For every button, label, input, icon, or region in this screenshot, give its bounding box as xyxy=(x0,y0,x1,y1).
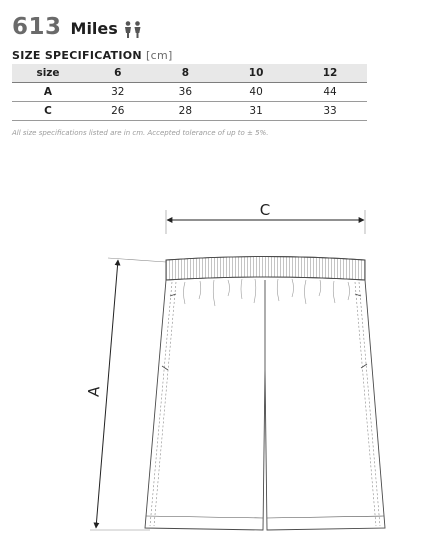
header-size-12: 12 xyxy=(293,64,367,83)
product-header xyxy=(12,8,143,40)
product-code: 613 xyxy=(12,14,62,40)
width-label-c: C xyxy=(259,201,271,219)
size-spec-unit: [cm] xyxy=(146,49,173,62)
product-name: Miles xyxy=(70,19,118,38)
tolerance-note: All size specifications listed are in cm. Accepted tolerance of up to ± 5%. xyxy=(12,129,269,137)
cell-a-8: 36 xyxy=(152,83,220,102)
row-label-a: A xyxy=(12,83,84,102)
length-dimension xyxy=(85,258,166,530)
cell-c-6: 26 xyxy=(84,102,152,121)
size-spec-title xyxy=(12,49,173,62)
size-spec-table xyxy=(12,64,367,121)
header-size-6: 6 xyxy=(84,64,152,83)
waist-gathers xyxy=(184,279,350,306)
header-size: size xyxy=(12,64,84,83)
header-size-8: 8 xyxy=(152,64,220,83)
cell-c-10: 31 xyxy=(219,102,293,121)
cell-a-6: 32 xyxy=(84,83,152,102)
cell-c-8: 28 xyxy=(152,102,220,121)
table-row xyxy=(12,83,367,102)
header-size-10: 10 xyxy=(219,64,293,83)
length-label-a: A xyxy=(84,385,104,398)
cell-c-12: 33 xyxy=(293,102,367,121)
cell-a-12: 44 xyxy=(293,83,367,102)
table-row xyxy=(12,102,367,121)
row-label-c: C xyxy=(12,102,84,121)
cell-a-10: 40 xyxy=(219,83,293,102)
shorts-technical-drawing xyxy=(0,190,444,558)
size-spec-title-text: SIZE SPECIFICATION xyxy=(12,49,142,62)
size-spec-header-row xyxy=(12,64,367,83)
width-dimension xyxy=(166,201,365,234)
kids-icon xyxy=(123,20,143,40)
